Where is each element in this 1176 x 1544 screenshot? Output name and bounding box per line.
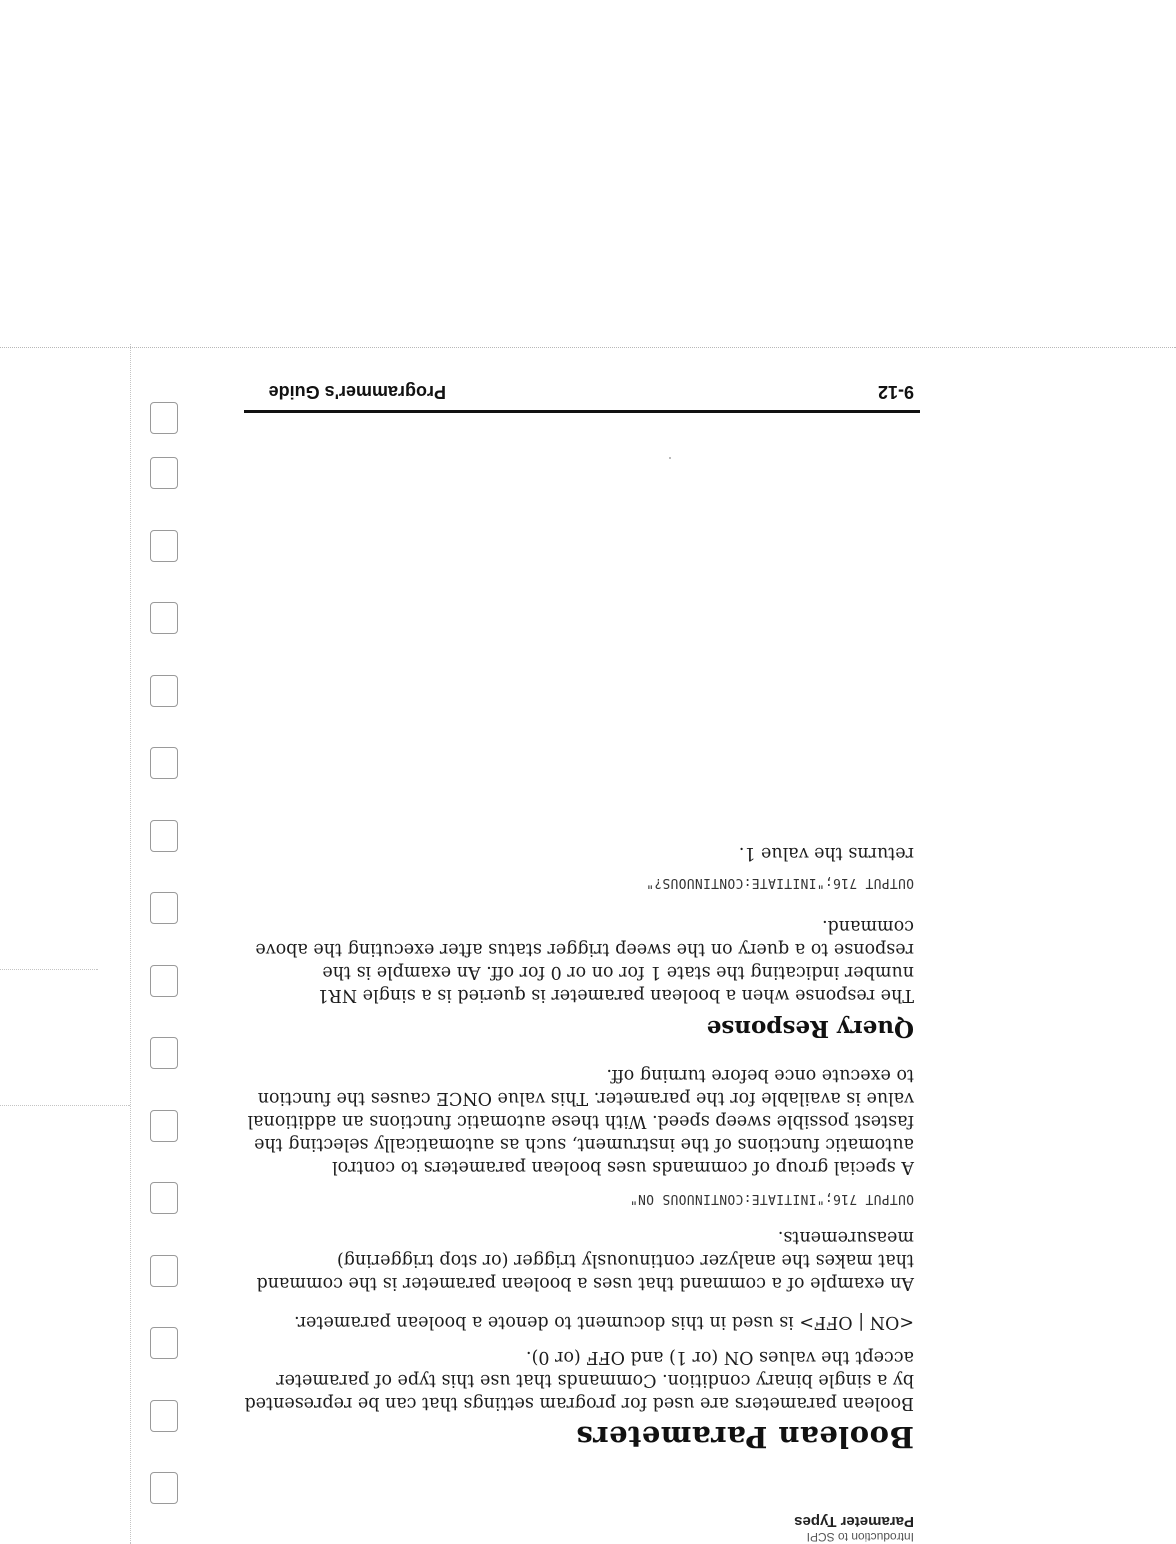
binder-hole bbox=[150, 1037, 178, 1069]
query-paragraph-2: returns the value 1. bbox=[738, 843, 914, 863]
binder-hole bbox=[150, 602, 178, 634]
code-example-2: OUTPUT 716;"INITIATE:CONTINUOUS?" bbox=[645, 875, 914, 890]
section-title: Boolean Parameters bbox=[575, 1420, 914, 1454]
boolean-paragraph-3: An example of a command that uses a boolean parameter is the command that makes the analyzer continuously trigger (or stop triggering) measurements. bbox=[256, 1227, 914, 1293]
binder-hole bbox=[150, 1110, 178, 1142]
binder-hole bbox=[150, 1255, 178, 1287]
scan-edge-stub bbox=[0, 969, 98, 970]
binder-hole bbox=[150, 1472, 178, 1504]
scan-edge-top bbox=[0, 347, 1176, 348]
subsection-title: Query Response bbox=[706, 1015, 914, 1042]
binder-holes bbox=[146, 394, 178, 1544]
binder-hole bbox=[150, 1400, 178, 1432]
scan-edge-stub bbox=[0, 1105, 130, 1106]
boolean-paragraph-1: Boolean parameters are used for program settings that can be represented by a single binary condition. Commands that use this type of parameter accept the values ON (or 1) and OFF (or 0). bbox=[244, 1347, 914, 1413]
binder-hole bbox=[150, 675, 178, 707]
query-paragraph-1: The response when a boolean parameter is queried is a single NR1 number indicating the state 1 for on or 0 for off. An example is the response to a query on the sweep trigger status after executing the above command. bbox=[255, 916, 914, 1005]
binder-hole bbox=[150, 457, 178, 489]
binder-hole bbox=[150, 965, 178, 997]
running-header-section: Parameter Types bbox=[794, 1513, 914, 1530]
footer-page-number: 9-12 bbox=[877, 382, 914, 402]
boolean-paragraph-4: A special group of commands uses boolean parameters to control automatic functions of the instrument, such as automatically selecting the fastest possible sweep speed. With these automatic functions an additional value is available for the parameter. This value ONCE causes the function to execute once before turning off. bbox=[247, 1065, 914, 1177]
running-header bbox=[794, 1513, 914, 1544]
code-example-1: OUTPUT 716;"INITIATE:CONTINUOUS ON" bbox=[629, 1191, 914, 1206]
binder-hole bbox=[150, 820, 178, 852]
binder-hole bbox=[150, 1182, 178, 1214]
footer-guide-title: Programmer's Guide bbox=[268, 382, 446, 402]
scan-speck bbox=[669, 457, 671, 459]
binder-hole bbox=[150, 747, 178, 779]
binder-hole bbox=[150, 530, 178, 562]
binder-hole bbox=[150, 1327, 178, 1359]
running-header-cut: Introduction to SCPI bbox=[806, 1530, 914, 1544]
binder-hole bbox=[150, 892, 178, 924]
binder-hole bbox=[150, 402, 178, 434]
scan-edge-side bbox=[130, 344, 131, 1544]
boolean-paragraph-2: <ON | OFF> is used in this document to denote a boolean parameter. bbox=[294, 1312, 914, 1332]
footer-rule bbox=[244, 410, 920, 413]
